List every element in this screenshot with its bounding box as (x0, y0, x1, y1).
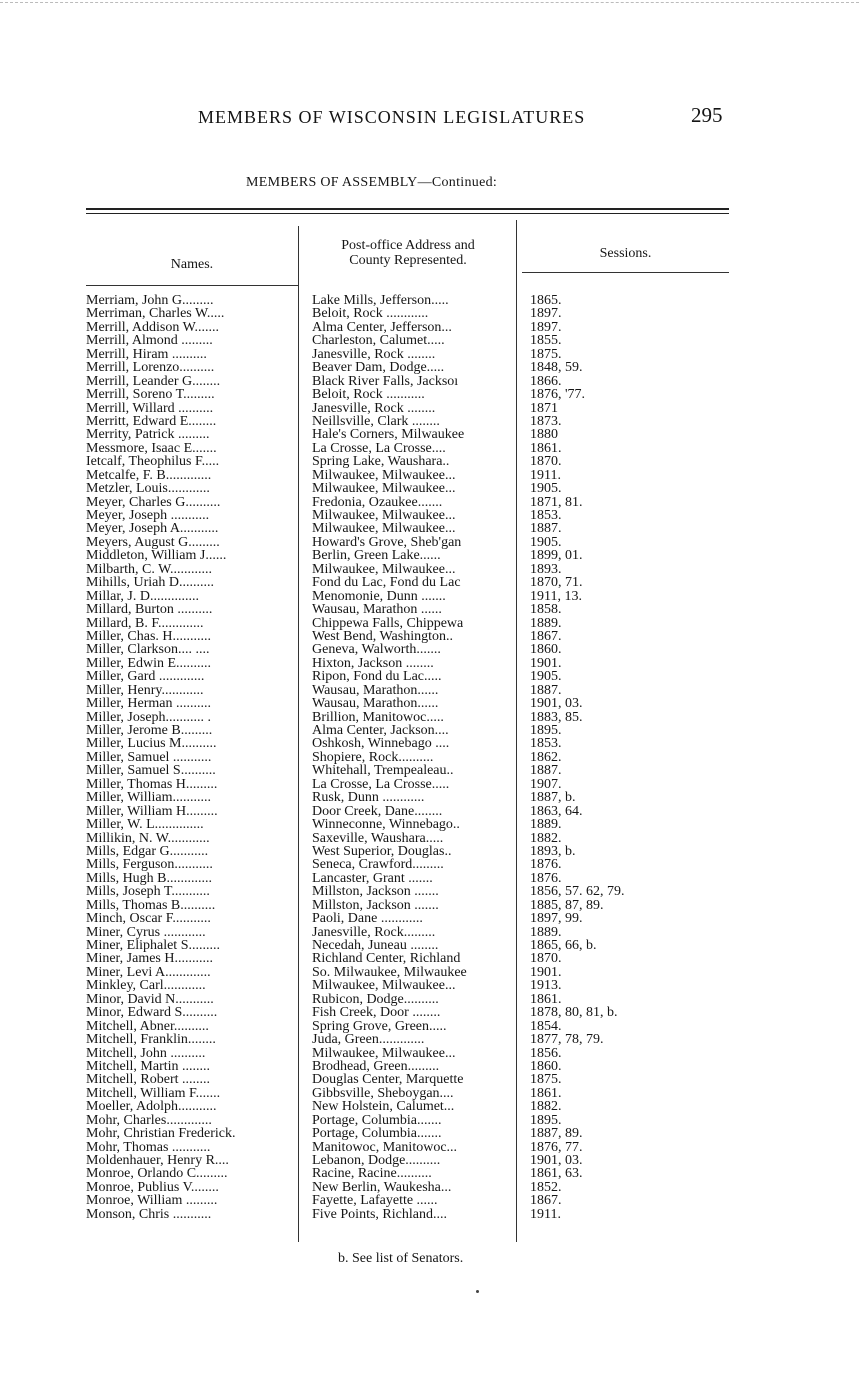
sessions-cell: 1901. (530, 964, 562, 980)
table-row (0, 1020, 859, 1033)
post-office-address: Lebanon, Dodge.......... (312, 1154, 441, 1168)
table-row (0, 885, 859, 898)
column-header-post-office (300, 238, 516, 268)
table-row (0, 361, 859, 374)
member-name: Mills, Hugh B............. (86, 871, 213, 886)
member-name: Miller, Clarkson.... .... (86, 643, 210, 658)
post-office-address: So. Milwaukee, Milwaukee (312, 965, 467, 980)
member-name: Miner, Cyrus ............ (86, 925, 206, 940)
sessions-cell: 1907. (530, 776, 562, 792)
member-name: Monroe, Orlando C......... (86, 1167, 228, 1182)
post-office-address: Howard's Grove, Sheb'gan (312, 535, 462, 550)
sessions-cell: 1871 (530, 400, 558, 416)
table-row (0, 428, 859, 441)
sessions-cell: 1876, '77. (530, 387, 586, 403)
sessions-cell: 1875. (530, 1072, 562, 1088)
post-office-address: Necedah, Juneau ........ (312, 939, 439, 953)
member-name: Miner, Levi A............. (86, 965, 211, 980)
table-row (0, 375, 859, 388)
table-row (0, 522, 859, 535)
post-office-address: Rusk, Dunn ............ (312, 791, 425, 806)
post-office-address: New Holstein, Calumet... (312, 1100, 455, 1115)
post-office-address: Fredonia, Ozaukee....... (312, 495, 443, 510)
member-name: Mitchell, Franklin........ (86, 1033, 216, 1048)
member-name: Monroe, Publius V........ (86, 1180, 219, 1195)
sessions-cell: 1856, 57. 62, 79. (530, 884, 625, 900)
post-office-address: Rubicon, Dodge.......... (312, 992, 439, 1007)
table-row (0, 1141, 859, 1154)
sessions-cell: 1865. (530, 293, 562, 308)
table-row (0, 1127, 859, 1140)
sessions-cell: 1858. (530, 602, 562, 618)
post-office-address: La Crosse, La Crosse..... (312, 777, 450, 792)
sessions-cell: 1853. (530, 736, 562, 752)
table-row (0, 630, 859, 643)
table-row (0, 926, 859, 939)
post-office-address: Millston, Jackson ....... (312, 898, 439, 913)
sessions-cell: 1870. (530, 951, 562, 967)
member-name: Miller, Henry............ (86, 683, 204, 698)
member-name: Messmore, Isaac E....... (86, 441, 217, 456)
member-name: Middleton, William J...... (86, 549, 227, 564)
table-row (0, 1114, 859, 1127)
post-office-address: New Berlin, Waukesha... (312, 1180, 452, 1195)
sessions-cell: 1899, 01. (530, 548, 583, 564)
sessions-cell: 1889. (530, 924, 562, 940)
post-office-address: Racine, Racine.......... (312, 1167, 432, 1182)
member-name: Miller, Herman .......... (86, 697, 212, 712)
table-row (0, 1060, 859, 1073)
post-office-address: Hixton, Jackson ........ (312, 656, 434, 671)
names-header-rule (86, 285, 298, 286)
sessions-cell: 1887, 89. (530, 1126, 583, 1142)
column-header-post-office-line1: Post-office Address and (341, 238, 475, 253)
member-name: Millard, Burton .......... (86, 603, 213, 618)
sessions-cell: 1897. (530, 306, 562, 322)
sessions-cell: 1866. (530, 373, 562, 389)
post-office-address: Hale's Corners, Milwaukee (312, 428, 465, 443)
post-office-address: Janesville, Rock ........ (312, 347, 436, 362)
sessions-cell: 1882. (530, 830, 562, 846)
post-office-address: Spring Grove, Green..... (312, 1019, 447, 1034)
member-name: Milbarth, C. W............ (86, 562, 213, 577)
sessions-cell: 1895. (530, 723, 562, 738)
table-row (0, 657, 859, 670)
post-office-address: Milwaukee, Milwaukee... (312, 562, 456, 577)
member-name: Miner, James H........... (86, 952, 213, 967)
member-name: Merrill, Lorenzo.......... (86, 361, 215, 376)
post-office-address: Door Creek, Dane........ (312, 804, 443, 819)
member-name: Meyer, Joseph A........... (86, 522, 219, 537)
sessions-cell: 1876. (530, 870, 562, 886)
post-office-address: Beloit, Rock ............ (312, 307, 429, 322)
table-row (0, 1033, 859, 1046)
member-name: Millard, B. F............. (86, 616, 204, 631)
table-row (0, 415, 859, 428)
member-name: Miller, Samuel ........... (86, 750, 212, 765)
member-name: Miller, Thomas H......... (86, 777, 218, 792)
post-office-address: Five Points, Richland.... (312, 1207, 447, 1222)
member-name: Miner, Eliphalet S......... (86, 939, 220, 953)
post-office-address: Shopiere, Rock.......... (312, 750, 434, 765)
member-name: Mihills, Uriah D.......... (86, 576, 214, 591)
post-office-address: Fayette, Lafayette ...... (312, 1194, 438, 1209)
table-row (0, 1167, 859, 1180)
table-top-rule-thin (86, 213, 729, 214)
page-number: 295 (691, 103, 723, 127)
table-row (0, 979, 859, 992)
post-office-address: Milwaukee, Milwaukee... (312, 509, 456, 523)
footnote: b. See list of Senators. (338, 1251, 464, 1266)
post-office-address: Manitowoc, Manitowoc... (312, 1140, 458, 1155)
table-row (0, 966, 859, 979)
member-name: Miller, Lucius M.......... (86, 737, 217, 752)
sessions-cell: 1880 (530, 427, 558, 443)
member-name: Merrill, Soreno T......... (86, 388, 215, 403)
post-office-address: Fond du Lac, Fond du Lac (312, 576, 461, 591)
member-name: Meyer, Charles G.......... (86, 495, 221, 510)
sessions-header-rule (522, 272, 729, 273)
member-name: Minor, David N........... (86, 992, 214, 1007)
post-office-address: West Bend, Washington.. (312, 629, 453, 644)
member-name: Miller, William........... (86, 791, 211, 806)
post-office-address: Douglas Center, Marquette (312, 1073, 464, 1088)
post-office-address: West Superior, Douglas.. (312, 844, 452, 859)
member-name: Ietcalf, Theophilus F..... (86, 455, 220, 470)
sessions-cell: 1861, 63. (530, 1166, 583, 1182)
post-office-address: Beloit, Rock ........... (312, 388, 425, 403)
member-name: Metzler, Louis............ (86, 482, 210, 497)
post-office-address: Milwaukee, Milwaukee... (312, 1046, 456, 1061)
post-office-address: Winneconne, Winnebago.. (312, 818, 460, 833)
sessions-cell: 1887, b. (530, 790, 576, 806)
sessions-cell: 1887. (530, 763, 562, 779)
table-row (0, 1154, 859, 1167)
post-office-address: Black River Falls, Jacksoı (312, 374, 459, 389)
table-row (0, 872, 859, 885)
member-name: Millar, J. D.............. (86, 589, 199, 604)
member-name: Merrill, Hiram .......... (86, 347, 207, 362)
sessions-cell: 1861. (530, 440, 562, 456)
table-row (0, 778, 859, 791)
sessions-cell: 1867. (530, 628, 562, 644)
sessions-cell: 1870, 71. (530, 575, 583, 591)
column-header-names: Names. (170, 257, 214, 272)
sessions-cell: 1905. (530, 534, 562, 550)
sessions-cell: 1867. (530, 1193, 562, 1209)
table-row (0, 858, 859, 871)
member-name: Monroe, William ......... (86, 1194, 218, 1209)
table-row (0, 536, 859, 549)
sessions-cell: 1889. (530, 615, 562, 631)
post-office-address: Juda, Green............. (312, 1033, 425, 1048)
sessions-cell: 1873. (530, 413, 562, 429)
sessions-cell: 1911, 13. (530, 588, 582, 604)
sessions-cell: 1852. (530, 1179, 562, 1195)
post-office-address: Geneva, Walworth....... (312, 643, 441, 658)
table-row (0, 697, 859, 710)
post-office-address: Spring Lake, Waushara.. (312, 455, 450, 470)
post-office-address: Menomonie, Dunn ....... (312, 589, 446, 604)
sessions-cell: 1887. (530, 682, 562, 698)
sessions-cell: 1901, 03. (530, 696, 583, 712)
post-office-address: Oshkosh, Winnebago .... (312, 737, 450, 752)
sessions-cell: 1853. (530, 508, 562, 523)
table-row (0, 496, 859, 509)
member-name: Mohr, Christian Frederick. (86, 1127, 236, 1142)
sessions-cell: 1877, 78, 79. (530, 1032, 604, 1048)
top-edge-dashes (0, 2, 859, 4)
sessions-cell: 1855. (530, 333, 562, 349)
sessions-cell: 1854. (530, 1018, 562, 1034)
sessions-cell: 1893, b. (530, 843, 576, 859)
post-office-address: Neillsville, Clark ........ (312, 414, 440, 429)
sessions-cell: 1901. (530, 655, 562, 671)
member-name: Moldenhauer, Henry R.... (86, 1154, 229, 1168)
sessions-cell: 1911. (530, 1206, 561, 1222)
table-row (0, 348, 859, 361)
member-name: Minkley, Carl............ (86, 979, 206, 994)
member-name: Merrill, Addison W....... (86, 320, 220, 335)
member-name: Merrill, Willard .......... (86, 401, 214, 416)
sessions-cell: 1897, 99. (530, 911, 583, 927)
post-office-address: Wausau, Marathon...... (312, 697, 439, 712)
member-name: Minor, Edward S.......... (86, 1006, 218, 1021)
table-row (0, 818, 859, 831)
table-row (0, 899, 859, 912)
member-name: Monson, Chris ........... (86, 1207, 212, 1222)
member-name: Miller, W. L.............. (86, 818, 204, 833)
sessions-cell: 1865, 66, b. (530, 938, 597, 953)
member-name: Miller, Chas. H........... (86, 629, 212, 644)
table-row (0, 1006, 859, 1019)
member-name: Miller, William H......... (86, 804, 218, 819)
table-top-rule (86, 208, 729, 210)
sessions-cell: 1878, 80, 81, b. (530, 1005, 618, 1021)
table-row (0, 321, 859, 334)
member-name: Mohr, Thomas ........... (86, 1140, 211, 1155)
table-row (0, 402, 859, 415)
post-office-address: Portage, Columbia....... (312, 1127, 442, 1142)
member-name: Miller, Jerome B......... (86, 724, 213, 738)
table-row (0, 1194, 859, 1207)
table-row (0, 751, 859, 764)
table-row (0, 1047, 859, 1060)
post-office-address: Lancaster, Grant ....... (312, 871, 433, 886)
sessions-cell: 1860. (530, 642, 562, 658)
table-row (0, 1208, 859, 1221)
member-name: Miller, Joseph........... . (86, 710, 212, 725)
member-name: Moeller, Adolph........... (86, 1100, 217, 1115)
post-office-address: Seneca, Crawford......... (312, 858, 444, 873)
member-name: Mitchell, Abner.......... (86, 1019, 209, 1034)
table-row (0, 684, 859, 697)
table-row (0, 912, 859, 925)
post-office-address: Brillion, Manitowoc..... (312, 710, 444, 725)
post-office-address: Milwaukee, Milwaukee... (312, 522, 456, 537)
member-name: Mitchell, Martin ........ (86, 1059, 211, 1074)
table-row (0, 455, 859, 468)
member-name: Mills, Ferguson........... (86, 858, 213, 873)
table-row (0, 482, 859, 495)
table-row (0, 993, 859, 1006)
member-name: Mills, Thomas B.......... (86, 898, 216, 913)
table-row (0, 294, 859, 307)
sessions-cell: 1870. (530, 454, 562, 470)
post-office-address: La Crosse, La Crosse.... (312, 441, 446, 456)
table-row (0, 737, 859, 750)
sessions-cell: 1863, 64. (530, 803, 583, 819)
table-row (0, 1100, 859, 1113)
table-row (0, 952, 859, 965)
post-office-address: Milwaukee, Milwaukee... (312, 468, 456, 483)
sessions-cell: 1893. (530, 561, 562, 577)
member-name: Merriam, John G......... (86, 294, 214, 308)
post-office-address: Brodhead, Green......... (312, 1059, 440, 1074)
member-name: Metcalfe, F. B............. (86, 468, 212, 483)
sessions-cell: 1876. (530, 857, 562, 873)
sessions-cell: 1905. (530, 669, 562, 685)
member-name: Mitchell, John .......... (86, 1046, 206, 1061)
member-name: Merriman, Charles W..... (86, 307, 225, 322)
table-row (0, 509, 859, 522)
member-name: Meyers, August G......... (86, 535, 220, 550)
member-name: Merrity, Patrick ......... (86, 428, 210, 443)
table-row (0, 643, 859, 656)
member-name: Minch, Oscar F........... (86, 912, 211, 927)
sessions-cell: 1882. (530, 1099, 562, 1115)
table-row (0, 549, 859, 562)
table-row (0, 590, 859, 603)
post-office-address: Millston, Jackson ....... (312, 885, 439, 900)
sessions-cell: 1887. (530, 521, 562, 537)
post-office-address: Alma Center, Jackson.... (312, 724, 449, 738)
table-row (0, 939, 859, 952)
member-name: Miller, Edwin E.......... (86, 656, 212, 671)
post-office-address: Portage, Columbia....... (312, 1113, 442, 1128)
post-office-address: Ripon, Fond du Lac..... (312, 670, 442, 685)
table-row (0, 388, 859, 401)
table-row (0, 832, 859, 845)
table-row (0, 307, 859, 320)
table-row (0, 1073, 859, 1086)
member-name: Mitchell, Robert ........ (86, 1073, 211, 1088)
running-head: MEMBERS OF WISCONSIN LEGISLATURES (198, 107, 586, 127)
post-office-address: Whitehall, Trempealeau.. (312, 764, 454, 779)
sessions-cell: 1860. (530, 1058, 562, 1074)
table-row (0, 764, 859, 777)
table-row (0, 805, 859, 818)
member-name: Millikin, N. W............ (86, 831, 210, 846)
post-office-address: Chippewa Falls, Chippewa (312, 616, 464, 631)
sessions-cell: 1861. (530, 991, 562, 1007)
sessions-cell: 1913. (530, 978, 562, 994)
post-office-address: Wausau, Marathon ...... (312, 603, 442, 618)
post-office-address: Wausau, Marathon...... (312, 683, 439, 698)
member-name: Merrill, Almond ......... (86, 334, 213, 349)
post-office-address: Gibbsville, Sheboygan.... (312, 1086, 454, 1101)
section-subhead: MEMBERS OF ASSEMBLY—Continued: (246, 175, 498, 190)
sessions-cell: 1895. (530, 1112, 562, 1128)
post-office-address: Lake Mills, Jefferson..... (312, 294, 449, 308)
member-name: Meyer, Joseph ........... (86, 509, 210, 523)
table-row (0, 563, 859, 576)
table-row (0, 1087, 859, 1100)
table-row (0, 603, 859, 616)
column-header-sessions: Sessions. (599, 246, 652, 261)
post-office-address: Fish Creek, Door ........ (312, 1006, 441, 1021)
table-row (0, 1181, 859, 1194)
sessions-cell: 1911. (530, 467, 561, 483)
post-office-address: Milwaukee, Milwaukee... (312, 979, 456, 994)
sessions-cell: 1905. (530, 481, 562, 497)
table-row (0, 469, 859, 482)
member-name: Miller, Gard ............. (86, 670, 205, 685)
member-name: Miller, Samuel S.......... (86, 764, 216, 779)
post-office-address: Berlin, Green Lake...... (312, 549, 441, 564)
sessions-cell: 1856. (530, 1045, 562, 1061)
post-office-address: Saxeville, Waushara..... (312, 831, 444, 846)
column-header-post-office-line2: County Represented. (349, 253, 467, 268)
post-office-address: Paoli, Dane ............ (312, 912, 423, 927)
sessions-cell: 1876, 77. (530, 1139, 583, 1155)
post-office-address: Janesville, Rock......... (312, 925, 436, 940)
sessions-cell: 1871, 81. (530, 494, 583, 510)
print-speck (476, 1290, 479, 1293)
table-row (0, 791, 859, 804)
table-row (0, 442, 859, 455)
member-name: Mohr, Charles............. (86, 1113, 212, 1128)
table-row (0, 670, 859, 683)
table-row (0, 617, 859, 630)
sessions-cell: 1862. (530, 749, 562, 765)
sessions-cell: 1897. (530, 319, 562, 335)
table-row (0, 576, 859, 589)
sessions-cell: 1889. (530, 817, 562, 833)
post-office-address: Milwaukee, Milwaukee... (312, 482, 456, 497)
table-row (0, 845, 859, 858)
table-row (0, 711, 859, 724)
sessions-cell: 1861. (530, 1085, 562, 1101)
member-name: Mitchell, William F....... (86, 1086, 221, 1101)
member-name: Mills, Edgar G........... (86, 844, 209, 859)
post-office-address: Charleston, Calumet..... (312, 334, 445, 349)
member-name: Merrill, Leander G........ (86, 374, 221, 389)
sessions-cell: 1885, 87, 89. (530, 897, 604, 913)
table-row (0, 724, 859, 737)
post-office-address: Richland Center, Richland (312, 952, 461, 967)
sessions-cell: 1875. (530, 346, 562, 362)
table-body (0, 294, 859, 1221)
post-office-address: Beaver Dam, Dodge..... (312, 361, 445, 376)
post-office-address: Janesville, Rock ........ (312, 401, 436, 416)
member-name: Merritt, Edward E........ (86, 414, 217, 429)
sessions-cell: 1848, 59. (530, 360, 583, 376)
sessions-cell: 1883, 85. (530, 709, 583, 725)
table-row (0, 334, 859, 347)
post-office-address: Alma Center, Jefferson... (312, 320, 452, 335)
member-name: Mills, Joseph T........... (86, 885, 210, 900)
sessions-cell: 1901, 03. (530, 1153, 583, 1168)
